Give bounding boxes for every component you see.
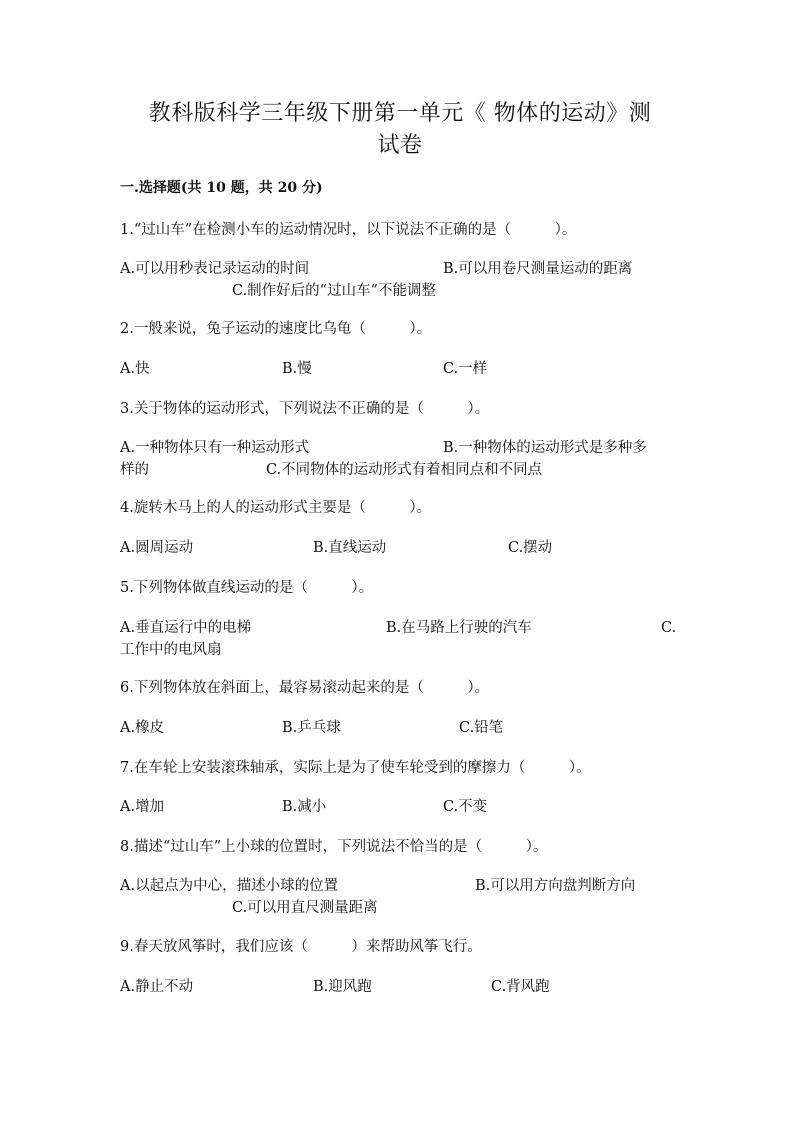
question-8-option-c: C.可以用直尺测量距离: [232, 900, 378, 916]
question-2-stem: 2.一般来说，兔子运动的速度比乌龟（ ）。: [120, 321, 432, 337]
question-8-option-b: B.可以用方向盘判断方向: [475, 878, 636, 894]
question-5-option-a: A.垂直运行中的电梯: [120, 620, 252, 636]
question-6-option-c: C.铅笔: [459, 720, 504, 736]
question-7-option-c: C.不变: [443, 799, 488, 815]
question-9-option-a: A.静止不动: [120, 979, 194, 995]
question-6-stem: 6.下列物体放在斜面上，最容易滚动起来的是（ ）。: [120, 680, 490, 696]
question-3-option-c: C.不同物体的运动形式有着相同点和不同点: [266, 462, 543, 478]
page-title: [100, 98, 700, 162]
question-7-option-b: B.减小: [282, 799, 327, 815]
question-2-option-b: B.慢: [282, 361, 312, 377]
question-7-stem: 7.在车轮上安装滚珠轴承，实际上是为了使车轮受到的摩擦力（ ）。: [120, 760, 591, 776]
question-2-option-a: A.快: [120, 361, 150, 377]
question-2-option-c: C.一样: [443, 361, 488, 377]
question-1-option-c: C.制作好后的“过山车”不能调整: [232, 283, 437, 299]
question-9-option-c: C.背风跑: [491, 979, 550, 995]
question-5-option-c: C.: [661, 620, 677, 636]
question-5-option-c-wrap: 工作中的电风扇: [120, 642, 222, 658]
question-3-option-a: A.一种物体只有一种运动形式: [120, 440, 310, 456]
question-1-option-b: B.可以用卷尺测量运动的距离: [443, 261, 633, 277]
question-3-stem: 3.关于物体的运动形式，下列说法不正确的是（ ）。: [120, 401, 490, 417]
question-4-option-c: C.摆动: [508, 540, 553, 556]
question-8-stem: 8.描述“过山车”上小球的位置时，下列说法不恰当的是（ ）。: [120, 839, 548, 855]
question-4-stem: 4.旋转木马上的人的运动形式主要是（ ）。: [120, 500, 432, 516]
question-8-option-a: A.以起点为中心，描述小球的位置: [120, 878, 339, 894]
question-9-option-b: B.迎风跑: [313, 979, 372, 995]
title-line-1: 教科版科学三年级下册第一单元《 物体的运动》测: [148, 101, 652, 126]
question-5-stem: 5.下列物体做直线运动的是（ ）。: [120, 580, 374, 596]
question-1-option-a: A.可以用秒表记录运动的时间: [120, 261, 310, 277]
question-6-option-b: B.乒乓球: [282, 720, 341, 736]
title-line-2: 试卷: [377, 133, 423, 158]
question-1-stem: 1.“过山车”在检测小车的运动情况时，以下说法不正确的是（ ）。: [120, 222, 577, 238]
question-3-option-b-wrap: 样的: [120, 462, 149, 478]
question-4-option-b: B.直线运动: [313, 540, 387, 556]
question-9-stem: 9.春天放风筝时，我们应该（ ）来帮助风筝飞行。: [120, 939, 482, 955]
section-heading: 一.选择题(共 10 题，共 20 分): [120, 180, 323, 196]
question-4-option-a: A.圆周运动: [120, 540, 194, 556]
question-7-option-a: A.增加: [120, 799, 165, 815]
question-6-option-a: A.橡皮: [120, 720, 165, 736]
question-3-option-b: B.一种物体的运动形式是多种多: [443, 440, 647, 456]
question-5-option-b: B.在马路上行驶的汽车: [386, 620, 532, 636]
